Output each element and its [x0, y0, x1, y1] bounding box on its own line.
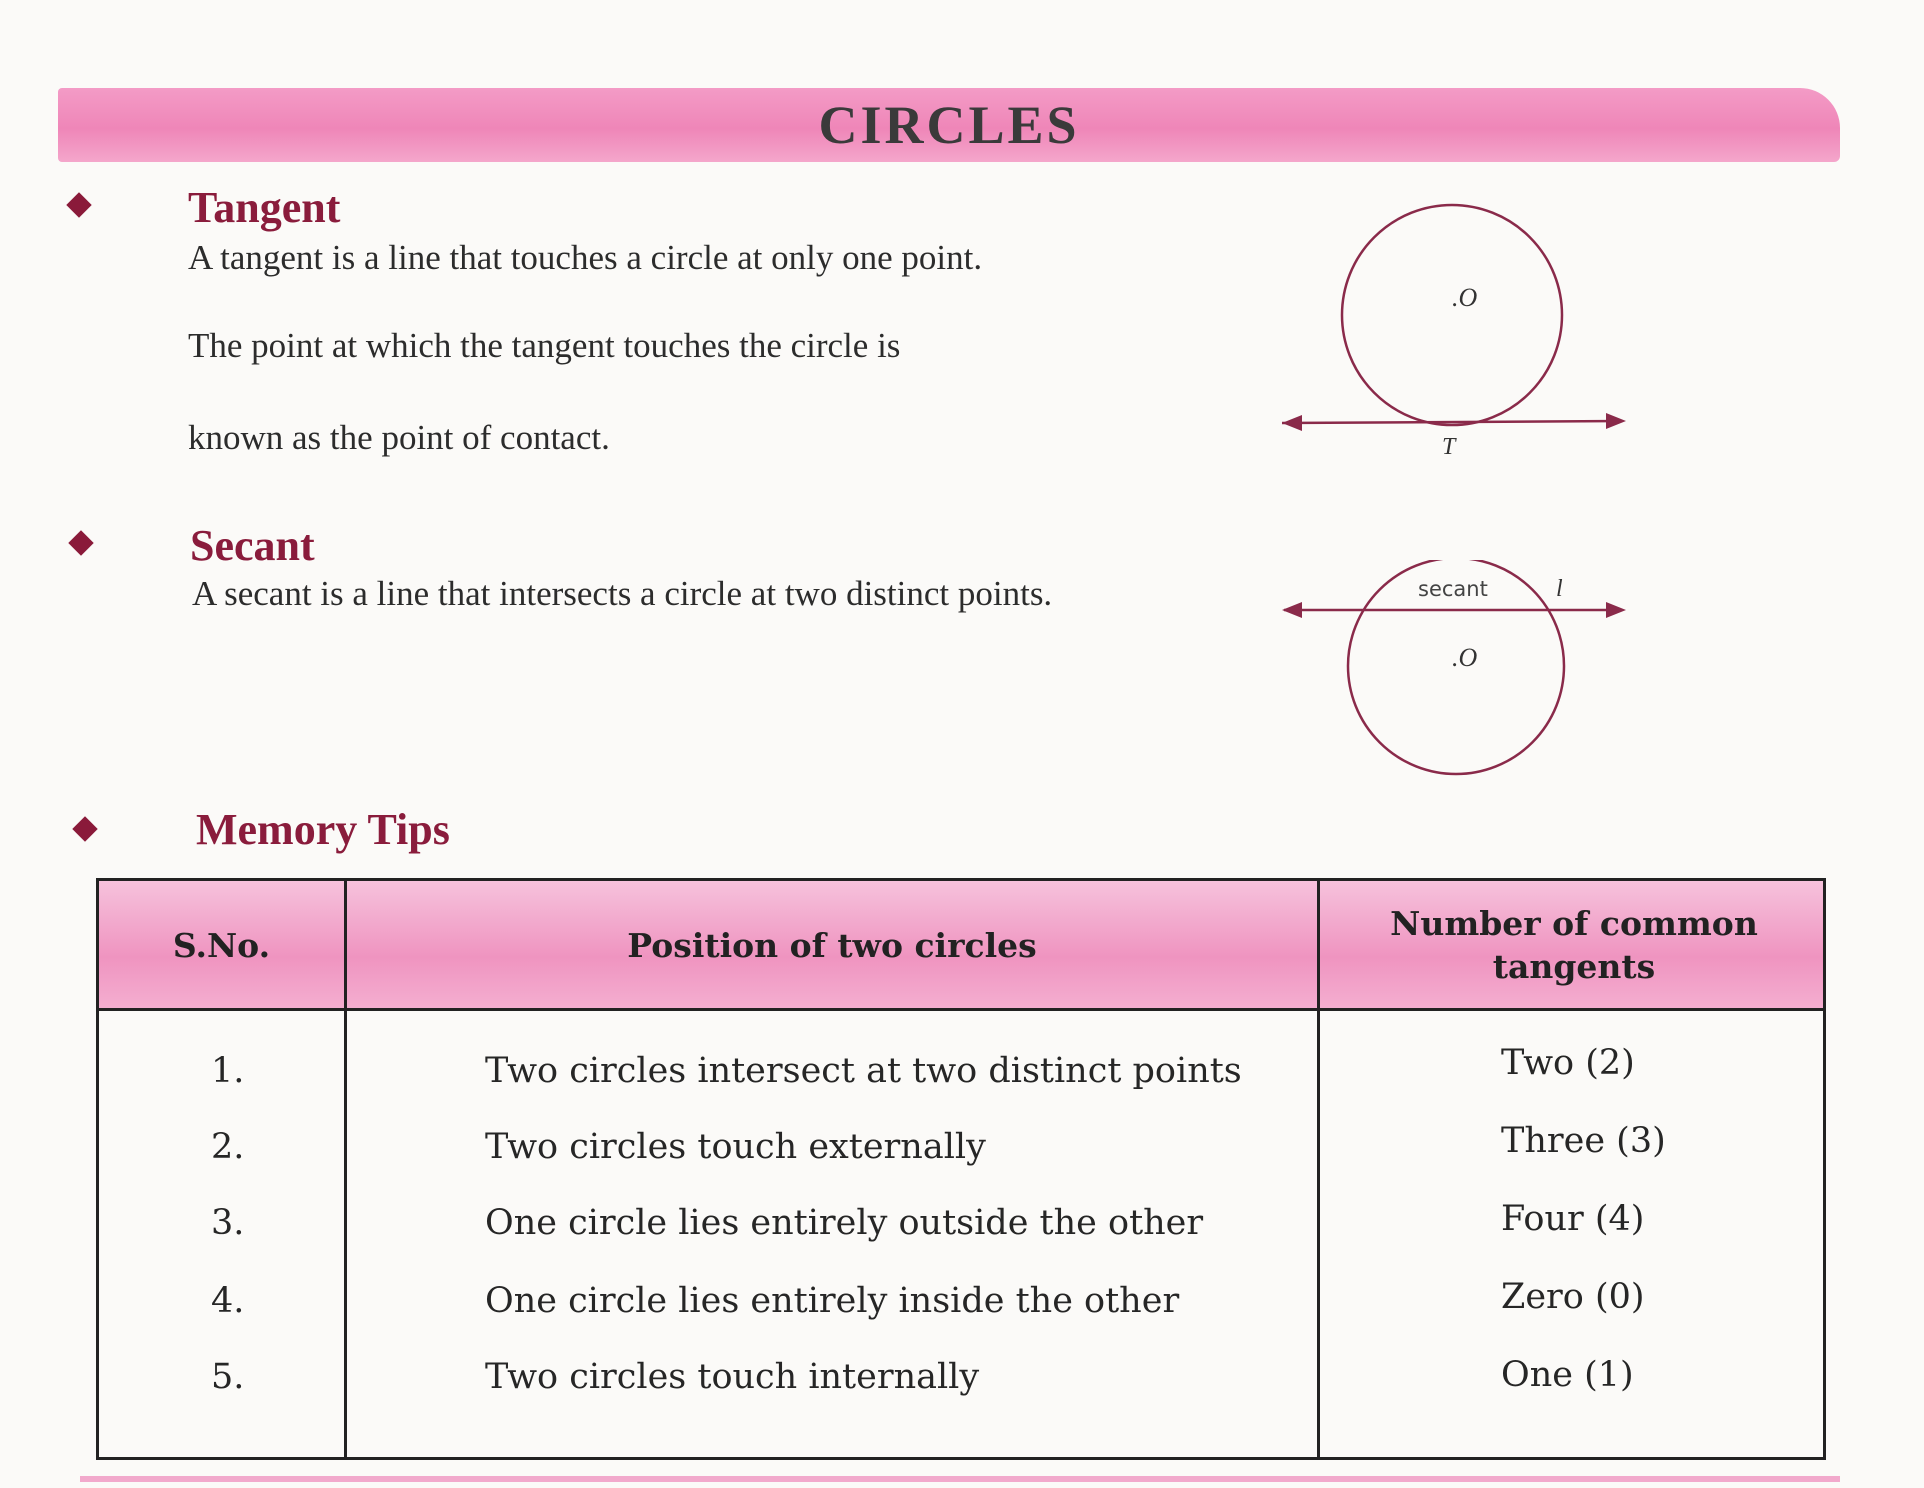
tangent-arrow-left [1282, 415, 1302, 431]
memory-tips-table [96, 878, 1826, 1460]
title-band [58, 88, 1840, 162]
tangent-arrow-right [1606, 413, 1626, 429]
cell-tangents: Two (2) [1501, 1043, 1635, 1083]
secant-arrow-left [1282, 602, 1302, 618]
secant-line-name: l [1556, 576, 1563, 602]
tangent-contact-label: T [1442, 434, 1456, 460]
cell-position: Two circles touch externally [485, 1127, 986, 1167]
tangent-line [1282, 421, 1622, 423]
cell-position: One circle lies entirely inside the other [485, 1281, 1180, 1321]
header-tangents: Number of common tangents [1390, 904, 1758, 986]
secant-diagram [1270, 560, 1640, 780]
cell-sno: 1. [211, 1051, 245, 1091]
tangent-heading: Tangent [188, 183, 341, 232]
bullet-tangent [66, 192, 91, 217]
bullet-memory-tips [72, 816, 97, 841]
bullet-secant [68, 530, 93, 555]
tangent-diagram [1270, 190, 1640, 470]
page-title: CIRCLES [818, 95, 1080, 155]
column-divider-2 [1317, 881, 1320, 1457]
tangent-line-2: The point at which the tangent touches the circle is [188, 326, 901, 365]
tangent-line-3: known as the point of contact. [188, 418, 610, 457]
secant-line-1: A secant is a line that intersects a circle at two distinct points. [192, 574, 1053, 613]
secant-center-label: .O [1452, 643, 1478, 672]
bottom-rule [80, 1476, 1840, 1482]
tangent-center-label: .O [1452, 283, 1478, 312]
cell-sno: 2. [211, 1127, 245, 1167]
memory-tips-heading: Memory Tips [196, 805, 450, 854]
cell-position: Two circles touch internally [485, 1357, 980, 1397]
header-sno: S.No. [172, 925, 271, 965]
cell-sno: 4. [211, 1281, 245, 1321]
cell-tangents: Three (3) [1501, 1121, 1666, 1161]
secant-arrow-right [1606, 602, 1626, 618]
tangent-circle [1342, 205, 1562, 425]
cell-tangents: Four (4) [1501, 1199, 1645, 1239]
cell-sno: 3. [211, 1203, 245, 1243]
cell-position: Two circles intersect at two distinct points [485, 1051, 1242, 1091]
cell-tangents: One (1) [1501, 1355, 1634, 1395]
cell-sno: 5. [211, 1357, 245, 1397]
tangent-line-1: A tangent is a line that touches a circle at only one point. [188, 238, 983, 277]
secant-line-label: secant [1418, 577, 1488, 601]
cell-tangents: Zero (0) [1501, 1277, 1645, 1317]
cell-position: One circle lies entirely outside the other [485, 1203, 1204, 1243]
secant-heading: Secant [190, 521, 315, 570]
header-position: Position of two circles [627, 925, 1037, 965]
